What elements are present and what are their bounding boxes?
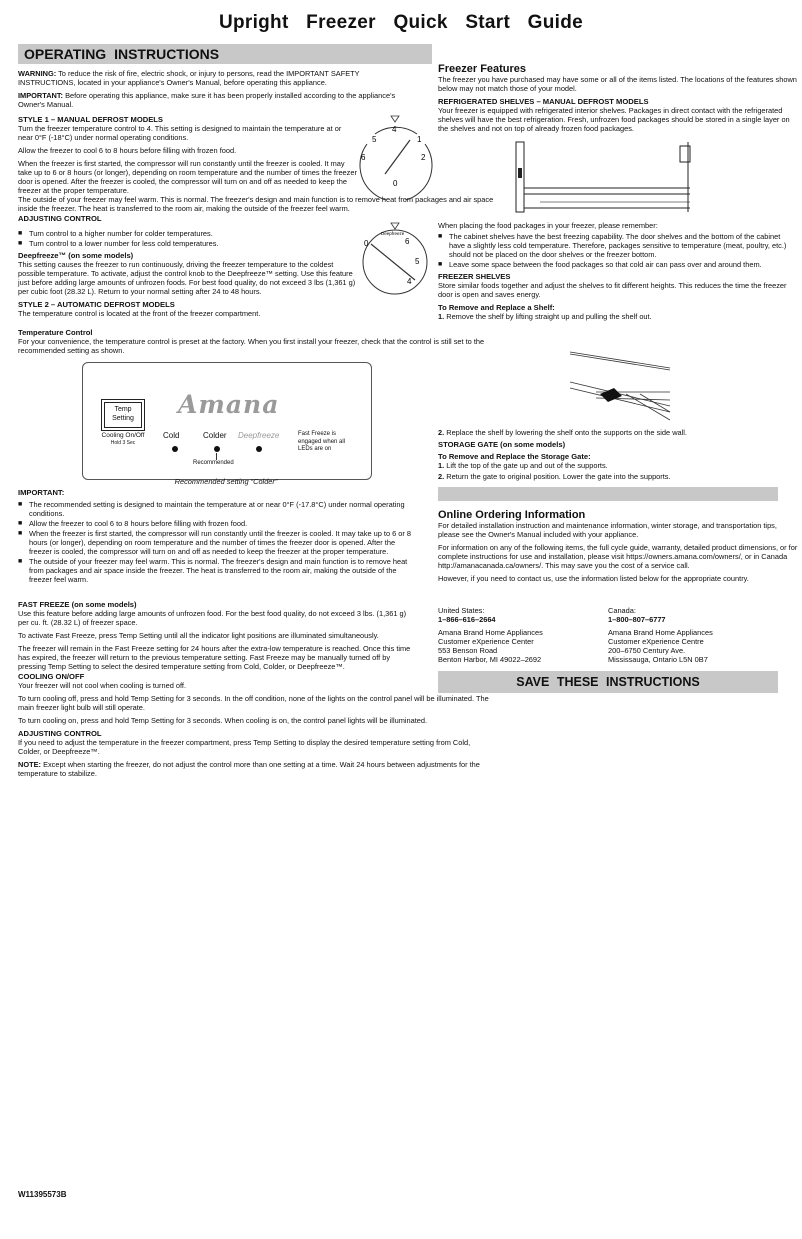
dial-number-2: 2 (421, 153, 426, 162)
important-label: IMPORTANT: (18, 91, 64, 100)
list-item: ■ When the freezer is first started, the compressor will run constantly until the freezer is cooled. It may take up to 6 or 8 hours (or longer), depending on room temperature and the number of times the freezer door is opened. After the freezer is cooled, the compressor will turn on and off as needed to keep the freezer at the proper temperature. (18, 529, 418, 556)
style1-paragraph-1: Turn the freezer temperature control to 4. This setting is designed to maintain the temperature at or near 0°F (-18°C) under normal operating conditions. (18, 124, 342, 142)
temp-setting-button[interactable]: Temp Setting (104, 402, 142, 428)
cooling-heading: COOLING ON/OFF (18, 672, 85, 681)
storage-gate-heading: STORAGE GATE (on some models) (438, 440, 566, 449)
deepfreeze-led (256, 446, 262, 452)
phone-number: 1–866–616–2664 (438, 615, 496, 624)
warning-text: To reduce the risk of fire, electric shock, or injury to persons, read the IMPORTANT SAFETY INSTRUCTIONS, located in your appliance's Owner's Manual, before operating this appliance. (18, 69, 360, 87)
cold-led (172, 446, 178, 452)
cooling-onoff-label: Cooling On/Off (101, 432, 145, 439)
operating-instructions-label: OPERATING INSTRUCTIONS (24, 46, 220, 62)
cooling-paragraph-1: Your freezer will not cool when cooling is turned off. (18, 681, 187, 690)
colder-led (214, 446, 220, 452)
refrigerated-shelves-heading: REFRIGERATED SHELVES – MANUAL DEFROST MODELS (438, 97, 649, 106)
operating-instructions-header (18, 44, 432, 64)
remove-shelf-steps (438, 312, 798, 321)
fast-freeze-paragraph-1: Use this feature before adding large amounts of unfrozen food. For the best food quality, do not exceed 3 lbs. (1,361 g) per cu. ft. (28.32 L) of freezer space. (18, 609, 407, 627)
adjusting-list (18, 229, 358, 248)
storage-gate-steps (438, 461, 798, 481)
important-list (18, 500, 418, 584)
shelf-step-2: Replace the shelf by lowering the shelf onto the supports on the side wall. (446, 428, 687, 437)
dial-number-1: 1 (417, 135, 422, 144)
placing-list (438, 232, 798, 269)
adjusting2-heading: ADJUSTING CONTROL (18, 729, 102, 738)
shelf-step-1: Remove the shelf by lifting straight up and pulling the shelf out. (446, 312, 652, 321)
freezer-shelves-text: Store similar foods together and adjust the shelves to fit different heights. This reduces the time the freezer door is open and saves energy. (438, 281, 787, 299)
deepfreeze-heading: Deepfreeze™ (on some models) (18, 251, 134, 260)
important-section (18, 488, 418, 585)
left-top-section (18, 69, 418, 113)
note-paragraph (18, 760, 495, 778)
address-line: Mississauga, Ontario L5N 0B7 (608, 655, 708, 664)
freezer-shelves-heading: FREEZER SHELVES (438, 272, 511, 281)
warning-label: WARNING: (18, 69, 57, 78)
contact-canada (608, 606, 778, 664)
style2-text: The temperature control is located at the front of the freezer compartment. (18, 309, 261, 318)
hold-label: Hold 3 Sec (110, 440, 136, 446)
contact-united-states (438, 606, 603, 664)
list-item: ■ Allow the freezer to cool 6 to 8 hours before filling with frozen food. (18, 519, 418, 528)
replace-shelf-steps (438, 428, 798, 437)
list-item: ■ Turn control to a lower number for less cold temperatures. (18, 239, 358, 248)
deepfreeze-text: This setting causes the freezer to run continuously, driving the freezer temperature to the coldest possible temperature. To activate, adjust the control knob to the Deepfreeze™ setting. Use this feature just before adding large amounts of unfrozen foods. For best food quality, do not exceed 3 lbs (1,361 g) per cubic foot (28.32 L). Return to your normal setting after 24 to 48 hours. (18, 260, 356, 296)
style1-paragraph-4: The outside of your freezer may feel warm. This is normal. The freezer's design and main function is to remove heat from packages and air space inside the freezer. The heat is transferred to the room air, making the outside of the freezer feel warm. (18, 195, 494, 213)
dial-number-0: 0 (393, 179, 398, 188)
placing-section (438, 221, 798, 323)
style1-section (18, 115, 358, 195)
adjusting2-text: If you need to adjust the temperature in the freezer compartment, press Temp Setting to display the desired temperature setting from Cold, Colder, or Deepfreeze™. (18, 738, 471, 756)
deepfreeze-dial-illustration (355, 222, 435, 298)
important-text: Before operating this appliance, make sure it has been properly installed according to the appliance's Owner's Manual. (18, 91, 396, 109)
cooling-paragraph-2: To turn cooling off, press and hold Temp Setting for 3 seconds. In the off condition, none of the lights on the control panel will be illuminated. The main freezer light bulb will still operate. (18, 694, 489, 712)
dial-number-6: 6 (405, 237, 410, 246)
list-item: 1. Lift the top of the gate up and out of the supports. (438, 461, 608, 470)
address-line: Customer eXperience Center (438, 637, 534, 646)
note-label: NOTE: (18, 760, 41, 769)
list-item: ■ The outside of your freezer may feel warm. This is normal. The freezer's design and main function is to remove heat from packages and air space inside the freezer. The heat is transferred to the room air, making the outside of the freezer feel warm. (18, 557, 418, 584)
fast-freeze-paragraph-3: The freezer will remain in the Fast Freeze setting for 24 hours after the extra-low temperature is reached. Once this time has expired, the freezer will return to the previous temperature setting. Fast Freeze may be manually turned off by pressing Temp Setting to select the desired temperature setting from Cold, Colder, or Deepfreeze™. (18, 644, 411, 671)
online-ordering-paragraph-1: For detailed installation instruction and maintenance information, winter storage, and transportation tips, please see the Owner's Manual included with your appliance. (438, 521, 777, 539)
recommended-label: Recommended (193, 460, 234, 466)
features-heading: Freezer Features (438, 63, 527, 75)
style2-heading: STYLE 2 – AUTOMATIC DEFROST MODELS (18, 300, 175, 309)
list-item: 1. Remove the shelf by lifting straight up and pulling the shelf out. (438, 312, 652, 321)
adjusting-control-heading: ADJUSTING CONTROL (18, 214, 102, 223)
features-section (438, 63, 798, 137)
placing-text: When placing the food packages in your freezer, please remember: (438, 221, 658, 230)
deepfreeze-label: Deepfreeze (238, 431, 280, 440)
list-item: 2. Replace the shelf by lowering the shelf onto the supports on the side wall. (438, 428, 687, 437)
online-ordering-paragraph-3: However, if you need to contact us, use the information listed below for the appropriate country. (438, 574, 749, 583)
phone-number: 1–800–807–6777 (608, 615, 666, 624)
dial-number-0: 0 (364, 239, 369, 248)
fast-freeze-note: Fast Freeze is engaged when all LEDs are on (298, 431, 346, 452)
address-line: Amana Brand Home Appliances (608, 628, 713, 637)
cooling-paragraph-3: To turn cooling on, press and hold Temp Setting for 3 seconds. When cooling is on, the control panel lights will be illuminated. (18, 716, 428, 725)
list-item: ■ The cabinet shelves have the best freezing capability. The door shelves and the bottom of the cabinet have a slightly less cold temperature. Therefore, packages sensitive to temperature (meat, poultry, etc.) should not be placed on the door shelves or the freezer bottom. (438, 232, 798, 259)
style1-paragraph-2: Allow the freezer to cool 6 to 8 hours before filling with frozen food. (18, 146, 237, 155)
online-ordering-section (438, 509, 798, 587)
dial-number-6: 6 (361, 153, 366, 162)
amana-logo: Amana (178, 390, 280, 419)
features-text: The freezer you have purchased may have some or all of the items listed. The locations of the features shown below may not match those of your model. (438, 75, 797, 93)
address-line: Benton Harbor, MI 49022–2692 (438, 655, 542, 664)
adjusting-deepfreeze-section (18, 229, 358, 322)
style1-paragraph-3: When the freezer is first started, the compressor will run constantly until the freezer is cooled. It may take up to 6 or 8 hours (or longer), depending on room temperature and the number of times the freezer door is opened. After the freezer is cooled, the compressor will turn on and off as needed to keep the freezer at the proper temperature. (18, 159, 357, 195)
list-item: ■ Turn control to a higher number for colder temperatures. (18, 229, 358, 238)
list-item: 2. Return the gate to original position. Lower the gate into the supports. (438, 472, 671, 481)
country-label: United States: (438, 606, 485, 615)
dial-number-5: 5 (415, 257, 420, 266)
fast-freeze-section (18, 600, 418, 675)
country-label: Canada: (608, 606, 636, 615)
gate-step-2: Return the gate to original position. Lower the gate into the supports. (446, 472, 671, 481)
remove-shelf-illustration (560, 342, 680, 424)
refrigerated-shelf-illustration (510, 138, 698, 216)
address-line: 200–6750 Century Ave. (608, 646, 686, 655)
online-ordering-heading: Online Ordering Information (438, 509, 586, 521)
save-instructions-bar (438, 671, 778, 693)
important2-heading: IMPORTANT: (18, 488, 65, 497)
cooling-section (18, 672, 495, 782)
address-line: Amana Brand Home Appliances (438, 628, 543, 637)
list-item: ■ Leave some space between the food packages so that cold air can pass over and around them. (438, 260, 798, 269)
fast-freeze-heading: FAST FREEZE (on some models) (18, 600, 137, 609)
refrigerated-shelves-text: Your freezer is equipped with refrigerated interior shelves. Packages in direct contact with the refrigerated shelves will have the best refrigeration. Fresh, unfrozen food packages should be stored in a single layer on the shelves and not on top of already frozen food packages. (438, 106, 790, 133)
address-line: 553 Benson Road (438, 646, 498, 655)
section-divider-bar (438, 487, 778, 501)
note-text: Except when starting the freezer, do not adjust the control more than one setting at a time. Wait 24 hours between adjustments for the temperature to stabilize. (18, 760, 480, 778)
page-title: Upright Freezer Quick Start Guide (218, 12, 584, 33)
fast-freeze-paragraph-2: To activate Fast Freeze, press Temp Setting until all the indicator light positions are illuminated simultaneously. (18, 631, 379, 640)
important-paragraph (18, 91, 418, 109)
part-number: W11395573B (18, 1190, 67, 1199)
dial-number-4: 4 (407, 277, 412, 286)
remove-shelf-heading: To Remove and Replace a Shelf: (438, 303, 555, 312)
cold-label: Cold (163, 431, 180, 440)
warning-paragraph (18, 69, 418, 87)
storage-gate-section (438, 428, 798, 483)
list-item: ■ The recommended setting is designed to maintain the temperature at or near 0°F (-17.8°C) under normal operating conditions. (18, 500, 418, 518)
save-instructions-label: SAVE THESE INSTRUCTIONS (516, 675, 700, 689)
dial-number-4: 4 (392, 125, 397, 134)
style1-heading: STYLE 1 – MANUAL DEFROST MODELS (18, 115, 163, 124)
online-ordering-paragraph-2: For information on any of the following items, the full cycle guide, warranty, detailed product dimensions, or for complete instructions for use and installation, please visit https://owners.amana.com/owners/, or in Canada http://amanacanada.ca/owners/. This may save you the cost of a service call. (438, 543, 798, 570)
dial-number-5: 5 (372, 135, 377, 144)
address-line: Customer eXperience Centre (608, 637, 704, 646)
temperature-control-heading: Temperature Control (18, 328, 93, 337)
colder-label: Colder (203, 431, 227, 440)
storage-gate-subheading: To Remove and Replace the Storage Gate: (438, 452, 591, 461)
temperature-dial-illustration (355, 114, 435, 200)
temperature-control-section (18, 328, 495, 359)
panel-caption: Recommended setting “Colder” (174, 477, 278, 486)
dial-label-deepfreeze: Deepfreeze (381, 231, 405, 236)
temperature-control-text: For your convenience, the temperature control is preset at the factory. When you first install your freezer, check that the control is still set to the recommended setting as shown. (18, 337, 485, 355)
gate-step-1: Lift the top of the gate up and out of the supports. (446, 461, 608, 470)
